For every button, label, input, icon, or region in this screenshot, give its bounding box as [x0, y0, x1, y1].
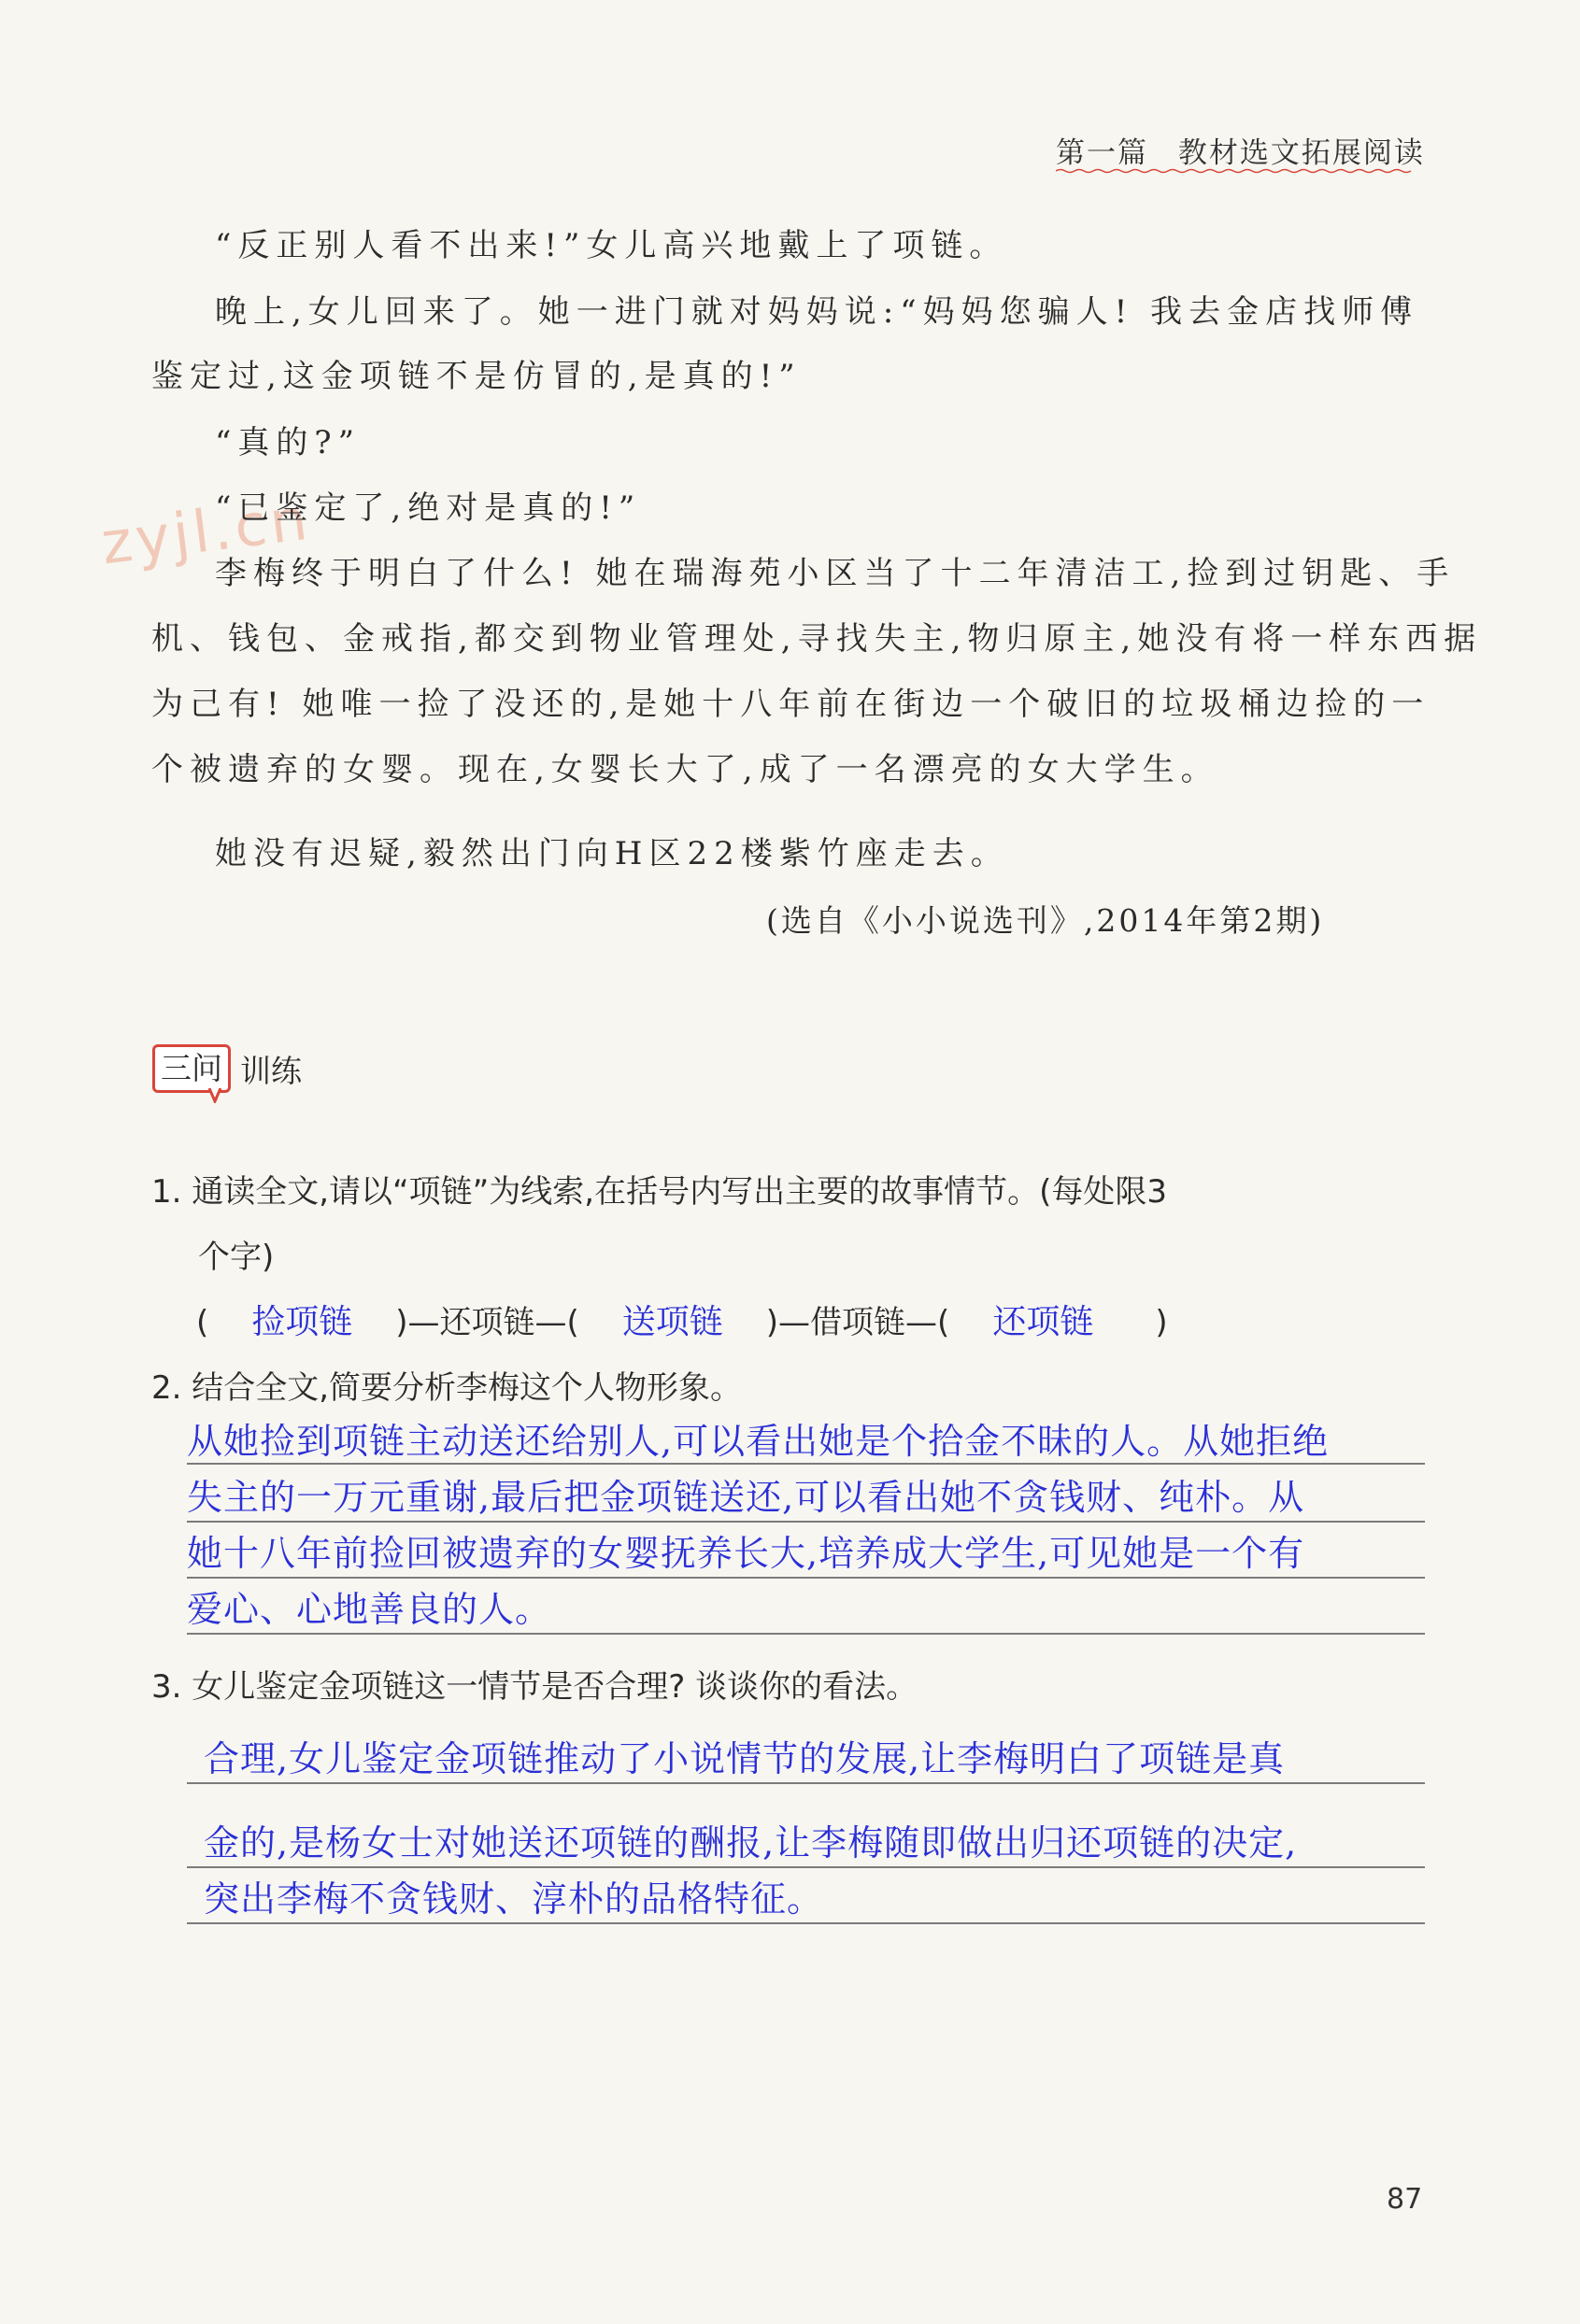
answer-rule [187, 1577, 1425, 1579]
answer-blank-1[interactable]: 捡项链 [251, 1303, 353, 1341]
story-line: 鉴定过,这金项链不是仿冒的,是真的!” [151, 358, 802, 395]
answer-line: 失主的一万元重谢,最后把金项链送还,可以看出她不贪钱财、纯朴。从 [187, 1477, 1305, 1518]
answer-rule [187, 1463, 1425, 1465]
header-part: 第一篇 [1056, 136, 1148, 170]
section-badge-label: 三问 [161, 1050, 222, 1086]
answer-line: 金的,是杨女士对她送还项链的酬报,让李梅随即做出归还项链的决定, [204, 1822, 1298, 1863]
answer-blank-3[interactable]: 还项链 [992, 1303, 1094, 1341]
answer-line: 她十八年前捡回被遗弃的女婴抚养长大,培养成大学生,可见她是一个有 [187, 1533, 1305, 1574]
header-wavy-underline [1056, 168, 1416, 174]
answer-line: 从她捡到项链主动送还给别人,可以看出她是个拾金不昧的人。从她拒绝 [187, 1421, 1330, 1462]
answer-line: 爱心、心地善良的人。 [187, 1589, 552, 1630]
story-line: 个被遗弃的女婴。现在,女婴长大了,成了一名漂亮的女大学生。 [151, 751, 1219, 788]
answer-line: 合理,女儿鉴定金项链推动了小说情节的发展,让李梅明白了项链是真 [204, 1738, 1286, 1779]
blank-separator: )—还项链—( [395, 1304, 579, 1341]
story-line: 李梅终于明白了什么! 她在瑞海苑小区当了十二年清洁工,捡到过钥匙、手 [215, 555, 1456, 592]
question-1-blanks: ( 捡项链 )—还项链—( 送项链 )—借项链—( 还项链 ) [196, 1296, 1168, 1343]
speech-tail-icon [207, 1088, 222, 1103]
answer-rule [187, 1866, 1425, 1868]
watermark: zyjl.cn [97, 484, 315, 578]
story-line: “已鉴定了,绝对是真的!” [215, 489, 642, 527]
question-2: 2. 结合全文,简要分析李梅这个人物形象。 [151, 1369, 743, 1407]
answer-rule [187, 1922, 1425, 1924]
question-3: 3. 女儿鉴定金项链这一情节是否合理? 谈谈你的看法。 [151, 1668, 918, 1706]
section-header [152, 1044, 302, 1093]
story-line: “真的?” [215, 424, 361, 461]
header-section: 教材选文拓展阅读 [1177, 136, 1425, 170]
story-line: 晚上,女儿回来了。她一进门就对妈妈说:“妈妈您骗人! 我去金店找师傅 [215, 293, 1419, 331]
story-line: 她没有迟疑,毅然出门向H区22楼紫竹座走去。 [215, 835, 1009, 872]
section-badge [152, 1044, 231, 1093]
question-1: 1. 通读全文,请以“项链”为线索,在括号内写出主要的故事情节。(每处限3 [151, 1173, 1167, 1211]
answer-blank-2[interactable]: 送项链 [621, 1303, 723, 1341]
blank-separator: )—借项链—( [765, 1304, 950, 1341]
story-line: “反正别人看不出来!”女儿高兴地戴上了项链。 [215, 227, 1008, 264]
chapter-header [1056, 129, 1425, 171]
source-citation: (选自《小小说选刊》,2014年第2期) [766, 902, 1325, 939]
question-1-cont: 个字) [198, 1239, 275, 1276]
answer-rule [187, 1782, 1425, 1784]
answer-rule [187, 1521, 1425, 1523]
answer-rule [187, 1633, 1425, 1635]
story-line: 机、钱包、金戒指,都交到物业管理处,寻找失主,物归原主,她没有将一样东西据 [151, 620, 1483, 658]
story-line: 为己有! 她唯一捡了没还的,是她十八年前在街边一个破旧的垃圾桶边捡的一 [151, 686, 1431, 723]
answer-line: 突出李梅不贪钱财、淳朴的品格特征。 [204, 1878, 824, 1920]
section-title: 训练 [240, 1052, 302, 1089]
page-number: 87 [1387, 2183, 1423, 2216]
